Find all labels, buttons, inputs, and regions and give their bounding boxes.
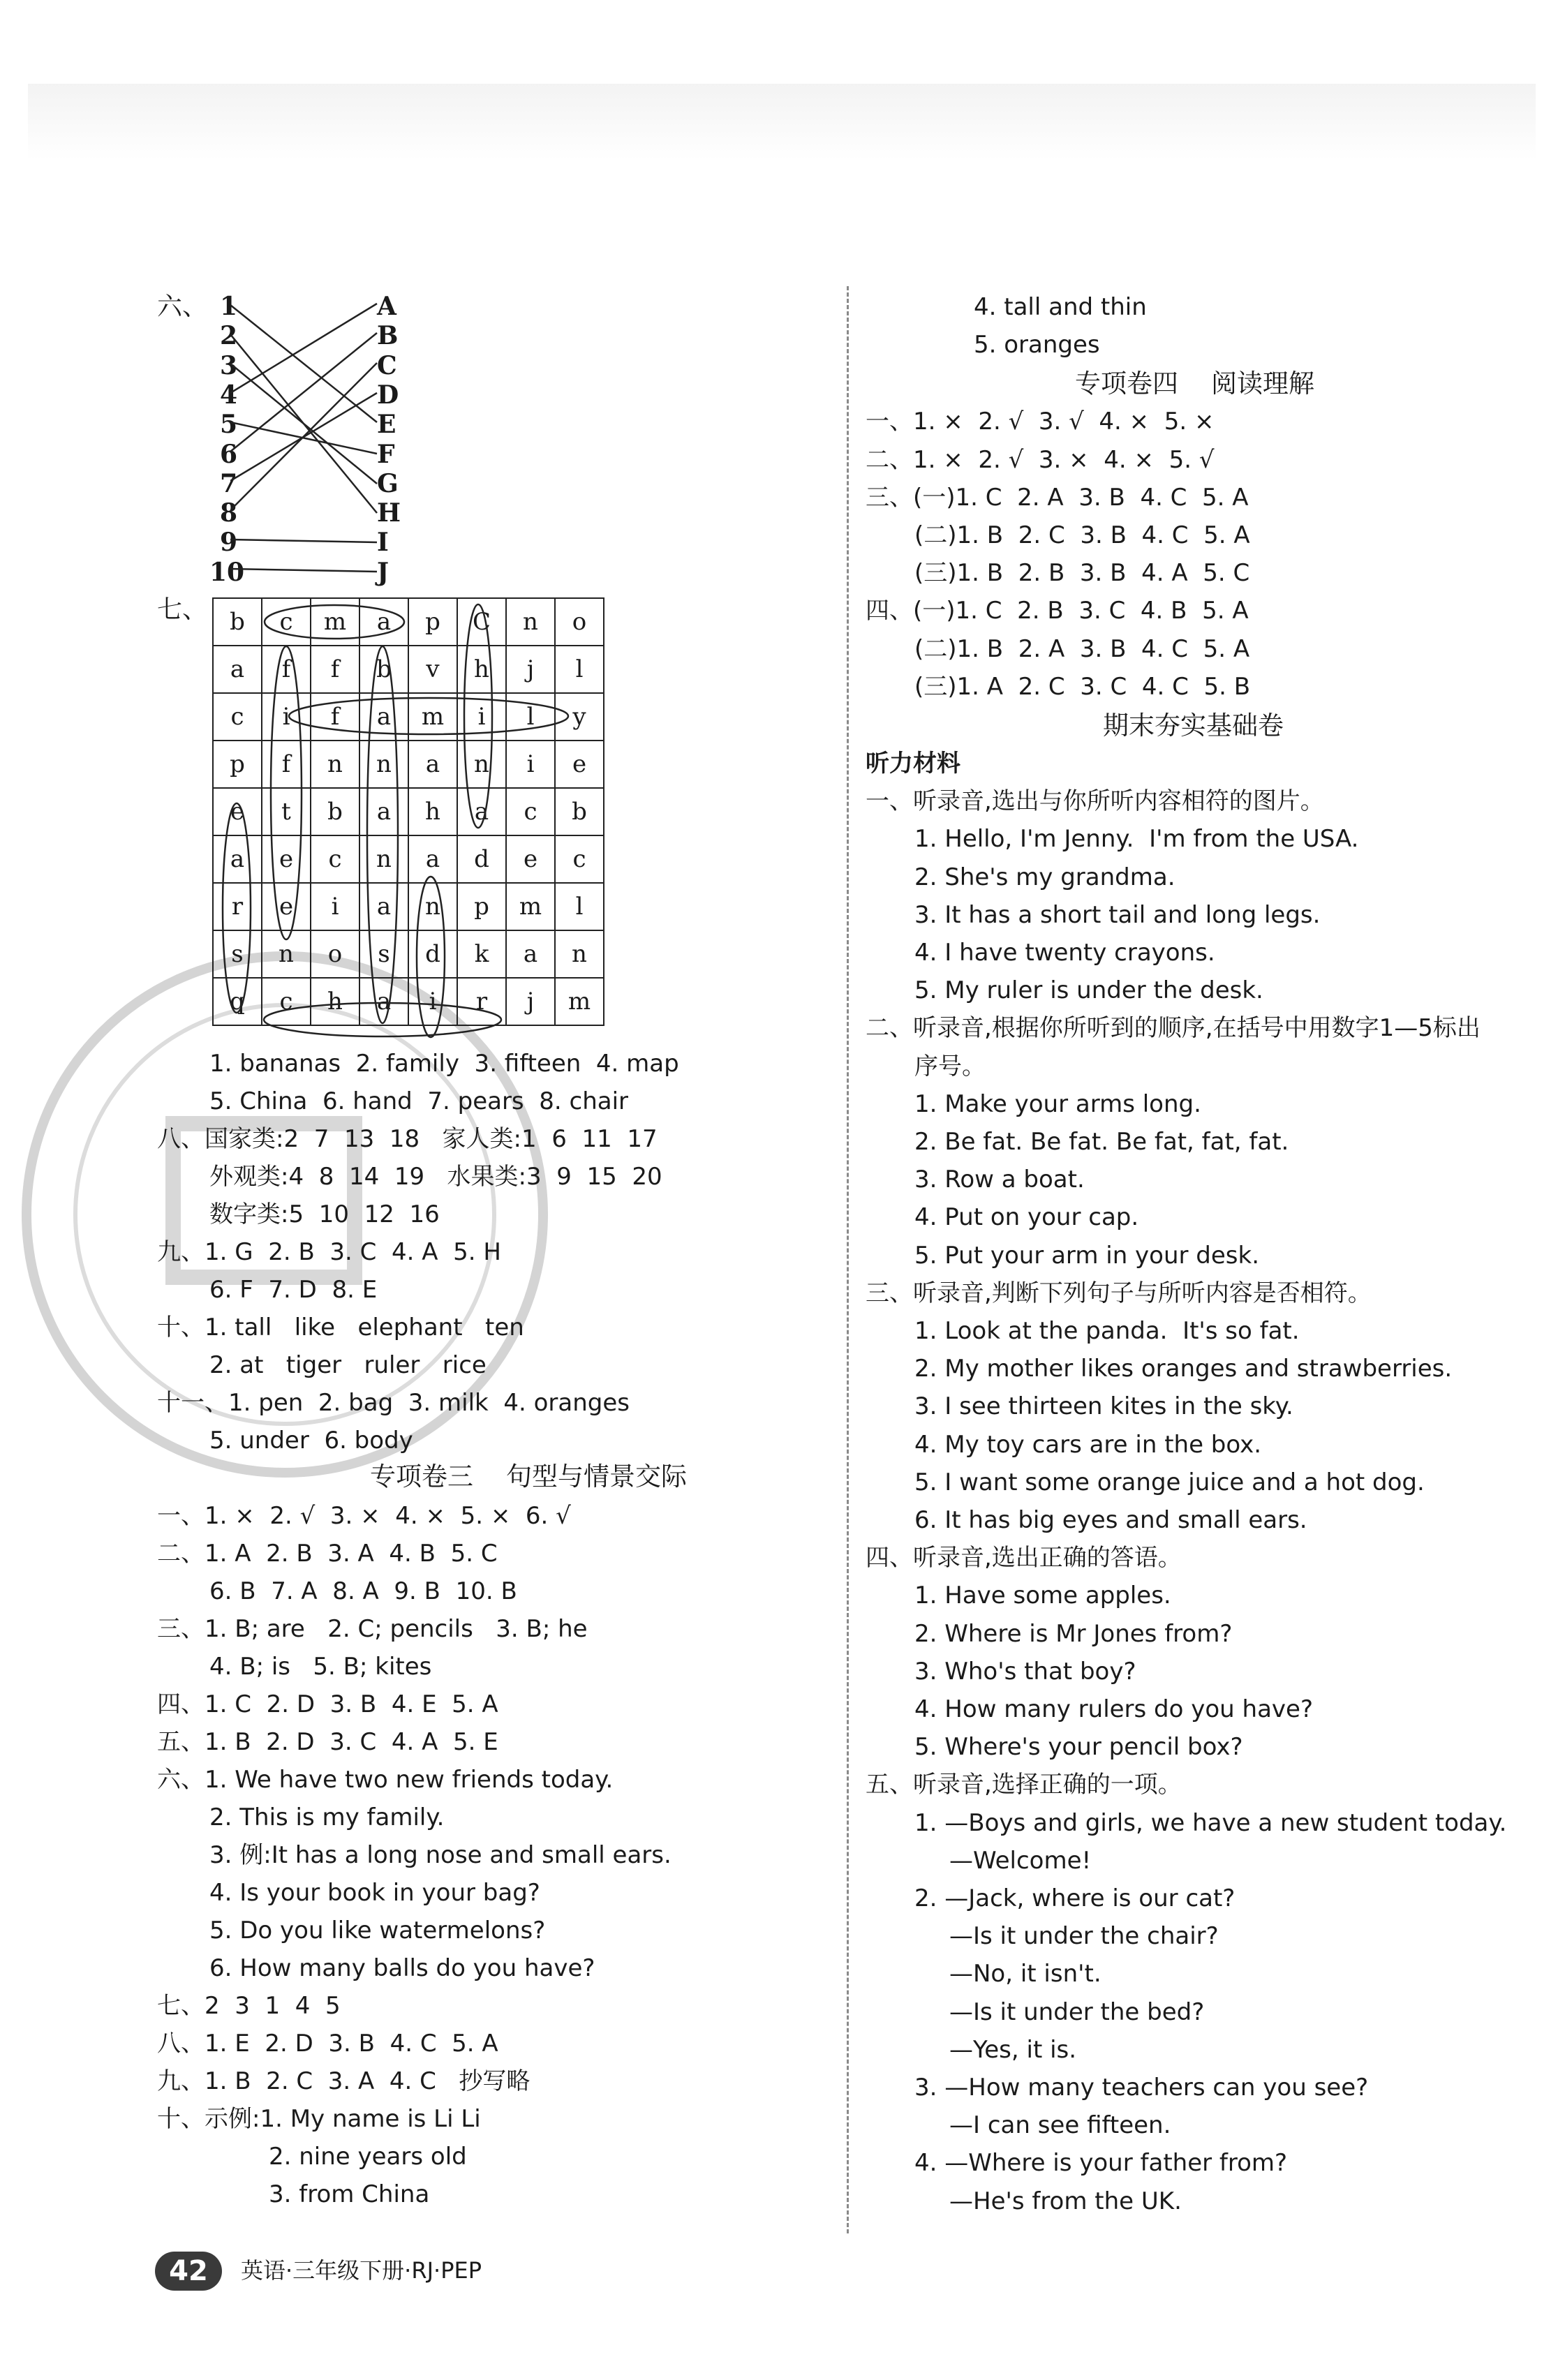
grid-cell: h: [408, 788, 457, 835]
circle-chair: [264, 1003, 501, 1036]
answer-line: 五、听录音,选择正确的一项。: [866, 1771, 1182, 1799]
circle-bananas: [367, 646, 398, 1023]
answer-line: 5. I want some orange juice and a hot dog.: [914, 1468, 1425, 1496]
grid-cell: e: [506, 835, 555, 883]
match-letter: J: [377, 557, 390, 587]
answer-line: 1. Have some apples.: [914, 1582, 1171, 1610]
grid-cell: e: [213, 788, 262, 835]
answer-line: 4. B; is 5. B; kites: [209, 1653, 432, 1681]
grid-cell: m: [311, 598, 359, 646]
match-number: 1: [220, 292, 238, 321]
answer-line: 2. This is my family.: [209, 1803, 445, 1831]
grid-cell: q: [213, 978, 262, 1025]
section-label-seven: 七、: [157, 595, 208, 624]
answer-line: (二)1. B 2. C 3. B 4. C 5. A: [914, 521, 1250, 549]
circle-hand: [417, 877, 445, 1037]
grid-cell: a: [457, 788, 506, 835]
grid-cell: p: [408, 598, 457, 646]
section-label-six: 六、: [157, 292, 208, 321]
answer-line: 5. Where's your pencil box?: [914, 1733, 1243, 1762]
answer-line: 6. F 7. D 8. E: [209, 1276, 378, 1304]
grid-cell: a: [213, 646, 262, 693]
grid-cell: e: [262, 835, 311, 883]
answer-line: 六、1. We have two new friends today.: [157, 1766, 614, 1794]
answer-line: —Is it under the bed?: [949, 1998, 1205, 2026]
answer-line: 5. China 6. hand 7. pears 8. chair: [209, 1087, 628, 1115]
grid-cell: d: [408, 930, 457, 978]
answer-line: 4. Is your book in your bag?: [209, 1879, 540, 1907]
answer-line: 2. Where is Mr Jones from?: [914, 1619, 1233, 1648]
grid-cell: c: [213, 693, 262, 741]
grid-cell: i: [408, 978, 457, 1025]
answer-line: 九、1. B 2. C 3. A 4. C 抄写略: [157, 2067, 531, 2095]
grid-cell: C: [457, 598, 506, 646]
grid-cell: f: [311, 693, 359, 741]
match-line: [230, 305, 377, 422]
grid-cell: p: [457, 883, 506, 930]
answer-line: 3. Row a boat.: [914, 1166, 1085, 1194]
grid-cell: b: [359, 646, 408, 693]
answer-line: 五、1. B 2. D 3. C 4. A 5. E: [157, 1728, 498, 1756]
grid-cell: i: [457, 693, 506, 741]
answer-line: —I can see fifteen.: [949, 2111, 1171, 2140]
answer-line: (三)1. A 2. C 3. C 4. C 5. B: [914, 672, 1251, 701]
grid-cell: c: [555, 835, 604, 883]
answer-line: 三、(一)1. C 2. A 3. B 4. C 5. A: [866, 483, 1249, 512]
answer-line: 1. —Boys and girls, we have a new student today.: [914, 1808, 1507, 1837]
match-line: [230, 540, 377, 542]
answer-line: 数字类:5 10 12 16: [209, 1200, 440, 1228]
answer-line: —Is it under the chair?: [949, 1922, 1219, 1951]
answer-line: 1. Look at the panda. It's so fat.: [914, 1317, 1300, 1345]
subheading: 听力材料: [866, 750, 960, 778]
answer-line: 三、1. B; are 2. C; pencils 3. B; he: [157, 1615, 588, 1643]
grid-cell: o: [311, 930, 359, 978]
grid-cell: a: [408, 741, 457, 788]
grid-cell: s: [359, 930, 408, 978]
match-number: 8: [220, 498, 238, 528]
grid-cell: n: [359, 741, 408, 788]
grid-cell: i: [311, 883, 359, 930]
answer-line: 2. My mother likes oranges and strawberries.: [914, 1355, 1453, 1383]
grid-cell: n: [457, 741, 506, 788]
match-letter: E: [377, 410, 396, 440]
circle-pears: [223, 803, 251, 1013]
grid-cell: a: [359, 693, 408, 741]
grid-cell: h: [457, 646, 506, 693]
grid-cell: m: [408, 693, 457, 741]
answer-line: 3. 例:It has a long nose and small ears.: [209, 1841, 672, 1869]
grid-cell: b: [555, 788, 604, 835]
match-line: [230, 422, 377, 454]
grid-cell: b: [311, 788, 359, 835]
grid-cell: e: [262, 883, 311, 930]
grid-cell: d: [457, 835, 506, 883]
match-letter: I: [377, 528, 389, 558]
answer-line: 6. It has big eyes and small ears.: [914, 1506, 1307, 1534]
grid-cell: a: [506, 930, 555, 978]
grid-cell: v: [408, 646, 457, 693]
answer-line: 十、1. tall like elephant ten: [157, 1314, 524, 1341]
match-number: 9: [220, 528, 238, 558]
answer-line: 1. Hello, I'm Jenny. I'm from the USA.: [914, 825, 1359, 854]
match-number: 2: [220, 321, 238, 351]
grid-cell: n: [506, 598, 555, 646]
grid-cell: b: [213, 598, 262, 646]
top-scan-shade: [28, 84, 1536, 161]
grid-cell: f: [311, 646, 359, 693]
grid-cell: n: [555, 930, 604, 978]
grid-circles: [212, 597, 610, 1044]
grid-cell: a: [359, 883, 408, 930]
answer-line: 4. I have twenty crayons.: [914, 939, 1215, 967]
answer-line: 2. —Jack, where is our cat?: [914, 1884, 1236, 1912]
answer-line: 四、(一)1. C 2. B 3. C 4. B 5. A: [866, 597, 1249, 625]
answer-line: (二)1. B 2. A 3. B 4. C 5. A: [914, 634, 1250, 663]
match-number: 10: [209, 557, 245, 587]
answer-line: 四、1. C 2. D 3. B 4. E 5. A: [157, 1690, 498, 1718]
answer-line: —Yes, it is.: [949, 2035, 1077, 2064]
match-line: [230, 304, 377, 393]
match-line: [230, 364, 377, 484]
match-letter: C: [377, 350, 397, 380]
grid-cell: o: [555, 598, 604, 646]
match-line: [230, 569, 377, 572]
answer-line: —He's from the UK.: [949, 2187, 1182, 2215]
answer-line: 九、1. G 2. B 3. C 4. A 5. H: [157, 1238, 501, 1266]
section-heading: 专项卷三 句型与情景交际: [370, 1462, 688, 1492]
answer-line: 5. My ruler is under the desk.: [914, 976, 1263, 1005]
answer-line: 5. oranges: [974, 331, 1100, 359]
answer-line: 四、听录音,选出正确的答语。: [866, 1544, 1182, 1572]
matching-lines: [230, 297, 398, 576]
answer-line: 1. Make your arms long.: [914, 1089, 1201, 1118]
answer-line: 三、听录音,判断下列句子与所听内容是否相符。: [866, 1279, 1372, 1307]
answer-line: 二、1. A 2. B 3. A 4. B 5. C: [157, 1540, 498, 1568]
grid-cell: c: [262, 598, 311, 646]
answer-line: 一、听录音,选出与你所听内容相符的图片。: [866, 787, 1324, 816]
answer-line: 二、听录音,根据你所听到的顺序,在括号中用数字1—5标出: [866, 1014, 1481, 1043]
match-letter: A: [377, 292, 396, 321]
answer-line: 八、国家类:2 7 13 18 家人类:1 6 11 17: [157, 1125, 658, 1153]
grid-cell: n: [311, 741, 359, 788]
grid-cell: r: [457, 978, 506, 1025]
match-number: 4: [220, 380, 238, 410]
grid-cell: t: [262, 788, 311, 835]
match-letter: G: [377, 468, 399, 498]
answer-line: 6. How many balls do you have?: [209, 1954, 595, 1982]
answer-line: 5. Do you like watermelons?: [209, 1917, 546, 1944]
answer-line: 一、1. × 2. √ 3. √ 4. × 5. ×: [866, 408, 1215, 436]
grid-cell: a: [359, 788, 408, 835]
answer-line: 二、1. × 2. √ 3. × 4. × 5. √: [866, 445, 1215, 474]
answer-line: 序号。: [914, 1052, 986, 1080]
match-letter: H: [377, 498, 401, 528]
match-letter: D: [377, 380, 399, 410]
grid-cell: a: [213, 835, 262, 883]
answer-line: (三)1. B 2. B 3. B 4. A 5. C: [914, 559, 1250, 588]
match-number: 3: [220, 350, 238, 380]
grid-cell: m: [555, 978, 604, 1025]
match-line: [230, 333, 377, 452]
section-heading: 期末夯实基础卷: [1103, 711, 1284, 741]
grid-cell: l: [555, 646, 604, 693]
grid-cell: n: [408, 883, 457, 930]
grid-cell: c: [311, 835, 359, 883]
answer-line: 2. nine years old: [269, 2143, 467, 2171]
match-letter: B: [377, 321, 399, 351]
answer-line: 4. tall and thin: [974, 293, 1147, 321]
page-number-badge: 42: [155, 2252, 222, 2291]
match-number: 7: [220, 468, 238, 498]
answer-line: —No, it isn't.: [949, 1960, 1101, 1988]
grid-cell: a: [408, 835, 457, 883]
answer-line: 5. Put your arm in your desk.: [914, 1241, 1260, 1270]
grid-cell: c: [506, 788, 555, 835]
answer-line: 3. —How many teachers can you see?: [914, 2074, 1369, 2102]
answer-line: 七、2 3 1 4 5: [157, 1992, 341, 2020]
grid-cell: n: [359, 835, 408, 883]
circle-china: [464, 604, 492, 828]
answer-line: —Welcome!: [949, 1846, 1092, 1875]
answer-line: 3. Who's that boy?: [914, 1657, 1136, 1686]
grid-cell: j: [506, 978, 555, 1025]
grid-cell: f: [262, 741, 311, 788]
answer-line: 1. bananas 2. family 3. fifteen 4. map: [209, 1050, 679, 1078]
grid-cell: f: [262, 646, 311, 693]
answer-line: 十、示例:1. My name is Li Li: [157, 2105, 481, 2133]
answer-line: 2. She's my grandma.: [914, 863, 1175, 891]
grid-cell: n: [262, 930, 311, 978]
grid-cell: y: [555, 693, 604, 741]
footer-text: 英语·三年级下册·RJ·PEP: [241, 2257, 482, 2284]
grid-cell: j: [506, 646, 555, 693]
match-line: [230, 363, 377, 510]
section-heading: 专项卷四 阅读理解: [1075, 369, 1315, 399]
grid-cell: c: [262, 978, 311, 1025]
match-number: 6: [220, 439, 238, 469]
match-letter: F: [377, 439, 395, 469]
answer-line: 2. at tiger ruler rice: [209, 1351, 487, 1379]
grid-cell: a: [359, 978, 408, 1025]
column-divider: [847, 286, 849, 2233]
grid-cell: l: [506, 693, 555, 741]
grid-cell: p: [213, 741, 262, 788]
answer-line: 八、1. E 2. D 3. B 4. C 5. A: [157, 2030, 498, 2058]
grid-cell: i: [262, 693, 311, 741]
answer-line: 4. —Where is your father from?: [914, 2149, 1288, 2178]
grid-cell: l: [555, 883, 604, 930]
answer-line: 6. B 7. A 8. A 9. B 10. B: [209, 1577, 517, 1605]
circle-map: [265, 605, 404, 639]
match-number: 5: [220, 410, 238, 440]
grid-cell: h: [311, 978, 359, 1025]
grid-cell: r: [213, 883, 262, 930]
answer-line: 3. It has a short tail and long legs.: [914, 900, 1321, 929]
answer-line: 2. Be fat. Be fat. Be fat, fat, fat.: [914, 1128, 1289, 1156]
answer-line: 3. I see thirteen kites in the sky.: [914, 1392, 1293, 1421]
grid-cell: i: [506, 741, 555, 788]
answer-line: 4. Put on your cap.: [914, 1203, 1139, 1232]
grid-cell: a: [359, 598, 408, 646]
grid-cell: e: [555, 741, 604, 788]
answer-line: 外观类:4 8 14 19 水果类:3 9 15 20: [209, 1163, 662, 1191]
answer-line: 3. from China: [269, 2180, 430, 2208]
answer-line: 一、1. × 2. √ 3. × 4. × 5. × 6. √: [157, 1502, 571, 1530]
answer-line: 十一、1. pen 2. bag 3. milk 4. oranges: [157, 1389, 630, 1417]
grid-cell: s: [213, 930, 262, 978]
answer-line: 4. My toy cars are in the box.: [914, 1430, 1262, 1459]
circle-family: [289, 698, 568, 734]
answer-line: 5. under 6. body: [209, 1427, 413, 1455]
grid-cell: m: [506, 883, 555, 930]
grid-cell: k: [457, 930, 506, 978]
circle-fifteen: [271, 646, 302, 939]
answer-line: 4. How many rulers do you have?: [914, 1695, 1313, 1723]
